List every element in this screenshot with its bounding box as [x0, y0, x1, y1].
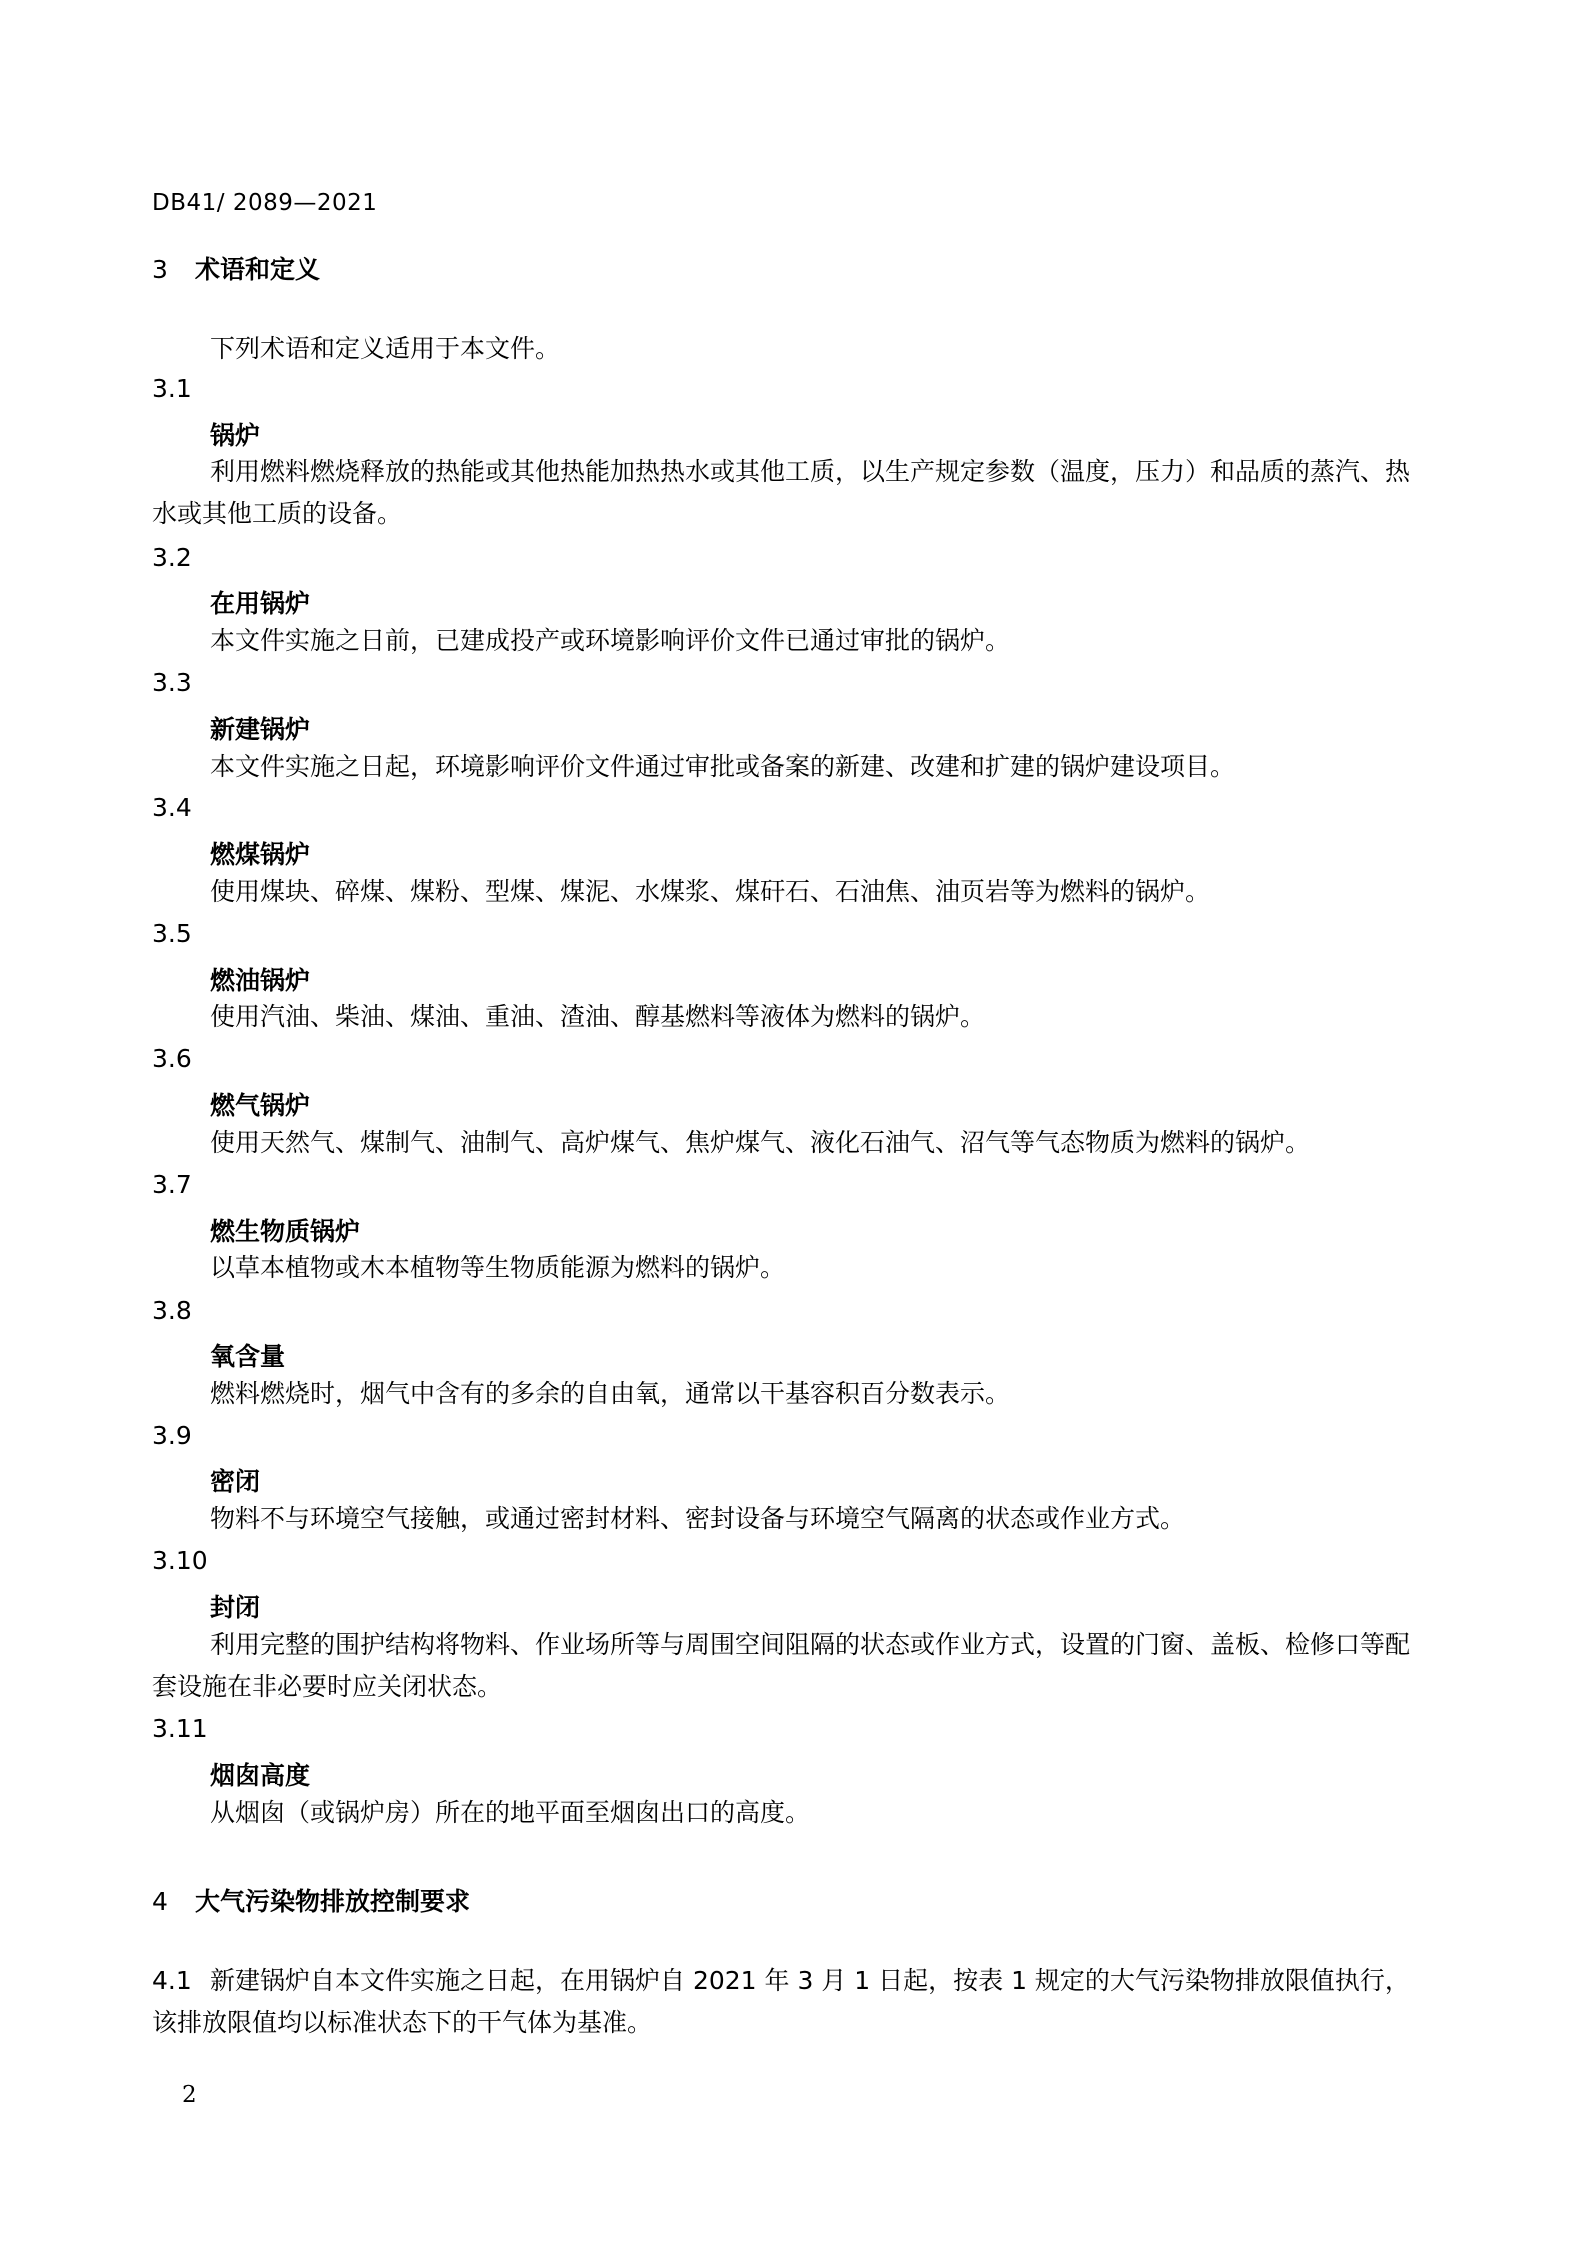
- section-4-number: 4: [152, 1887, 168, 1916]
- term-name: 新建锅炉: [210, 715, 311, 744]
- term-name: 燃油锅炉: [210, 966, 311, 995]
- term-name: 氧含量: [210, 1342, 286, 1371]
- term-name: 封闭: [210, 1593, 261, 1622]
- term-number: 3.5: [152, 919, 192, 948]
- term-definition: 使用天然气、煤制气、油制气、高炉煤气、焦炉煤气、液化石油气、沼气等气态物质为燃料的锅炉。: [210, 1128, 1311, 1157]
- clause-4-1-number: 4.1: [152, 1966, 192, 1995]
- term-definition: 使用煤块、碎煤、煤粉、型煤、煤泥、水煤浆、煤矸石、石油焦、油页岩等为燃料的锅炉。: [210, 877, 1211, 906]
- term-name: 密闭: [210, 1467, 261, 1496]
- section-4-heading: [152, 1882, 470, 1918]
- section-3-heading: [152, 250, 320, 286]
- term-definition: 使用汽油、柴油、煤油、重油、渣油、醇基燃料等液体为燃料的锅炉。: [210, 1002, 986, 1031]
- term-definition: 利用完整的围护结构将物料、作业场所等与周围空间阻隔的状态或作业方式，设置的门窗、盖板、检修口等配套设施在非必要时应关闭状态。: [152, 1630, 1411, 1701]
- clause-4-1: [152, 1960, 1422, 2044]
- term-definition: 燃料燃烧时，烟气中含有的多余的自由氧，通常以干基容积百分数表示。: [210, 1379, 1011, 1408]
- term-number: 3.10: [152, 1546, 208, 1575]
- term-definition: 利用燃料燃烧释放的热能或其他热能加热热水或其他工质，以生产规定参数（温度，压力）和品质的蒸汽、热水或其他工质的设备。: [152, 457, 1411, 528]
- clause-4-1-text: 新建锅炉自本文件实施之日起，在用锅炉自 2021 年 3 月 1 日起，按表 1 规定的大气污染物排放限值执行，该排放限值均以标准状态下的干气体为基准。: [152, 1966, 1410, 2037]
- term-definition: 物料不与环境空气接触，或通过密封材料、密封设备与环境空气隔离的状态或作业方式。: [210, 1504, 1186, 1533]
- term-number: 3.3: [152, 668, 192, 697]
- term-definition: 本文件实施之日前，已建成投产或环境影响评价文件已通过审批的锅炉。: [210, 626, 1011, 655]
- term-name: 锅炉: [210, 421, 261, 450]
- term-name: 在用锅炉: [210, 589, 311, 618]
- term-name: 烟囱高度: [210, 1761, 311, 1790]
- term-number: 3.8: [152, 1296, 192, 1325]
- term-name: 燃煤锅炉: [210, 840, 311, 869]
- term-definition: 从烟囱（或锅炉房）所在的地平面至烟囱出口的高度。: [210, 1798, 811, 1827]
- section-3-number: 3: [152, 255, 168, 284]
- section-3-title: 术语和定义: [195, 255, 321, 284]
- section-4-title: 大气污染物排放控制要求: [195, 1887, 471, 1916]
- section-3-intro: 下列术语和定义适用于本文件。: [210, 334, 561, 363]
- term-definition: 以草本植物或木本植物等生物质能源为燃料的锅炉。: [210, 1253, 786, 1282]
- term-number: 3.2: [152, 543, 192, 572]
- term-number: 3.4: [152, 793, 192, 822]
- term-number: 3.1: [152, 374, 192, 403]
- page-number: 2: [182, 2082, 197, 2108]
- term-number: 3.9: [152, 1421, 192, 1450]
- term-name: 燃气锅炉: [210, 1091, 311, 1120]
- term-name: 燃生物质锅炉: [210, 1217, 361, 1246]
- term-number: 3.7: [152, 1170, 192, 1199]
- term-number: 3.11: [152, 1714, 208, 1743]
- term-number: 3.6: [152, 1044, 192, 1073]
- term-definition: 本文件实施之日起，环境影响评价文件通过审批或备案的新建、改建和扩建的锅炉建设项目。: [210, 752, 1236, 781]
- document-code: DB41/ 2089—2021: [152, 190, 378, 216]
